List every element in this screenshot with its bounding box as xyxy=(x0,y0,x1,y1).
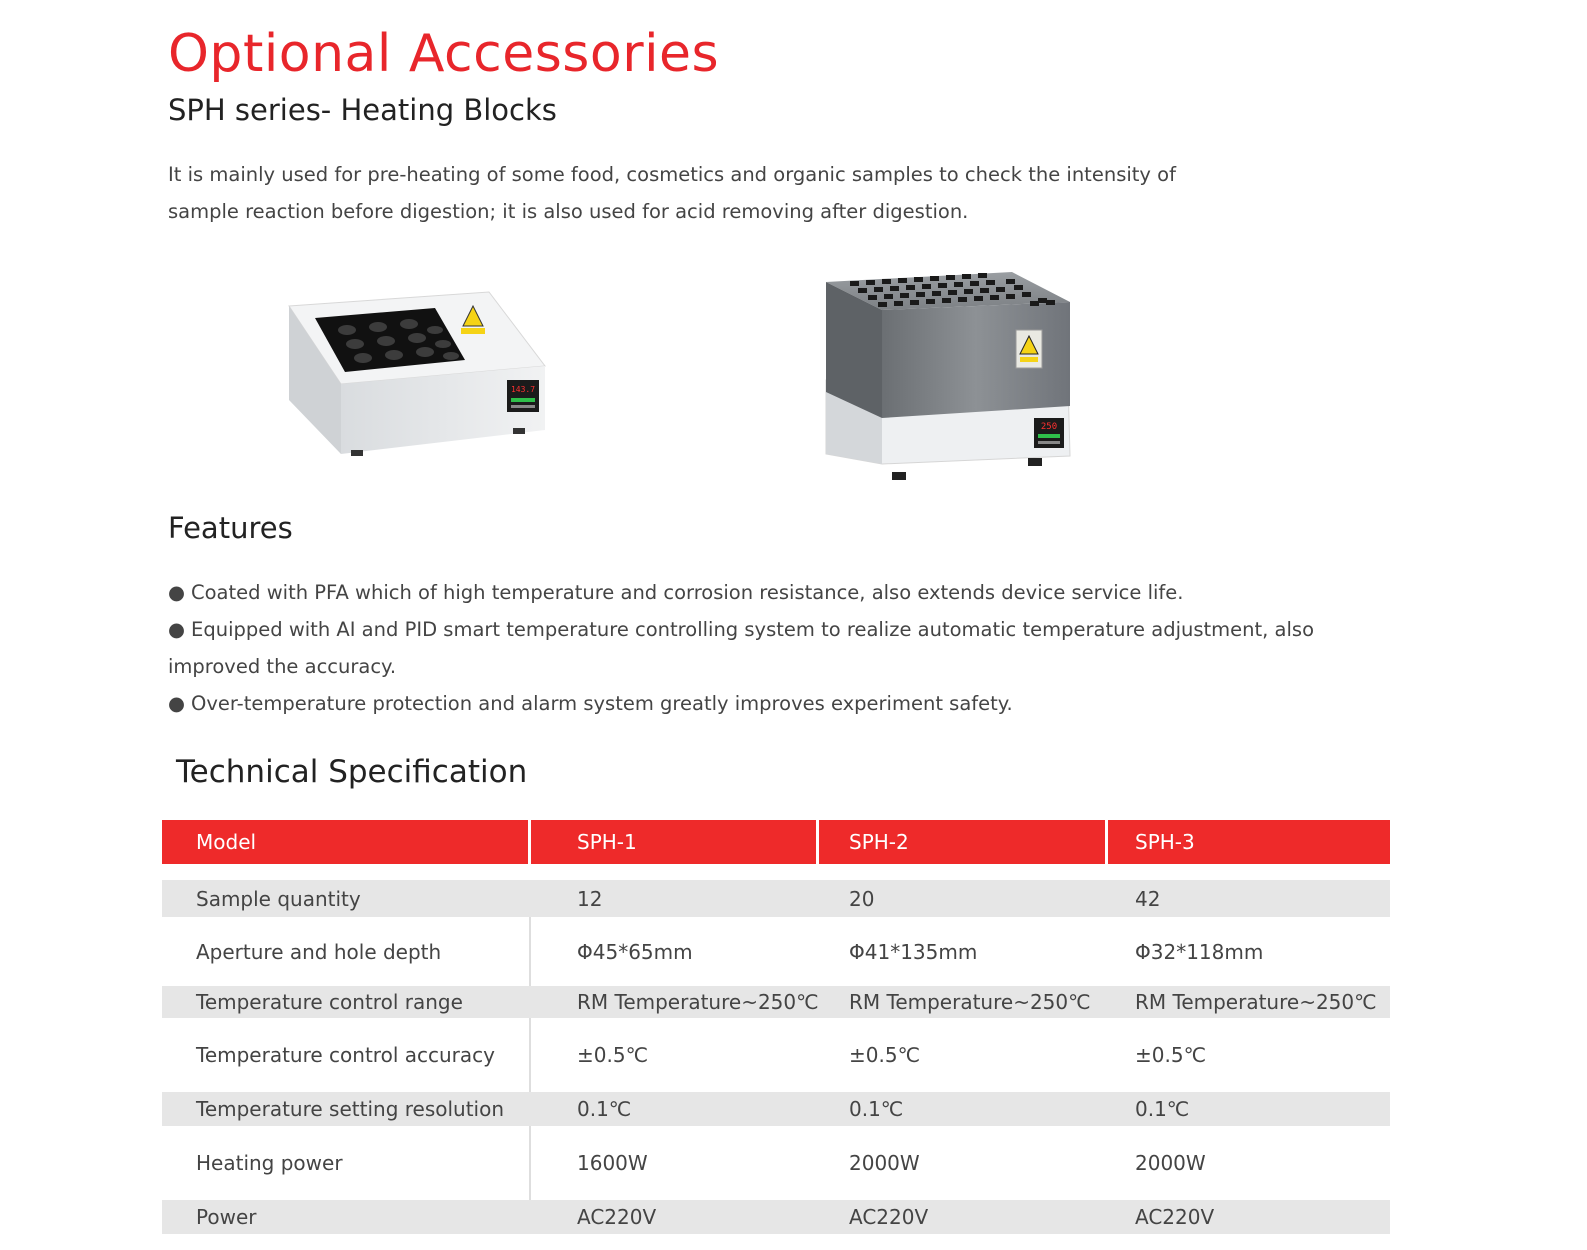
bullet-icon: ● xyxy=(168,692,186,715)
table-cell: Φ45*65mm xyxy=(577,939,693,964)
spec-table xyxy=(162,820,1390,1234)
table-cell: Φ32*118mm xyxy=(1135,939,1264,964)
table-cell: 12 xyxy=(577,886,603,911)
row-label: Power xyxy=(196,1205,257,1229)
heating-block-small-image xyxy=(285,288,550,460)
table-row xyxy=(162,880,1390,917)
intro-paragraph: It is mainly used for pre-heating of some food, cosmetics and organic samples to check the intensity of sample reaction before digestion; it is also used for acid removing after digestion. xyxy=(168,163,1176,223)
table-cell: AC220V xyxy=(1135,1205,1215,1229)
row-label: Temperature control range xyxy=(196,990,463,1014)
page-title: Optional Accessories xyxy=(168,24,720,84)
table-row xyxy=(162,1092,1390,1126)
table-cell: 2000W xyxy=(849,1151,920,1175)
header-cell: SPH-2 xyxy=(819,820,1108,864)
row-label: Temperature control accuracy xyxy=(162,1018,531,1092)
table-cell: ±0.5℃ xyxy=(1135,1043,1207,1067)
heating-block-large-image xyxy=(822,268,1074,484)
feature-text: Equipped with AI and PID smart temperature controlling system to realize automatic temperature adjustment, also improved the accuracy. xyxy=(168,618,1314,678)
table-spacer xyxy=(162,864,1390,880)
list-item xyxy=(168,574,1398,611)
table-cell: RM Temperature~250℃ xyxy=(849,990,1091,1014)
table-cell: AC220V xyxy=(577,1205,657,1229)
page-subtitle: SPH series- Heating Blocks xyxy=(168,93,557,127)
table-cell: 1600W xyxy=(577,1151,648,1175)
row-label: Temperature setting resolution xyxy=(196,1097,505,1121)
features-list xyxy=(168,574,1398,722)
bullet-icon: ● xyxy=(168,618,186,641)
table-row xyxy=(162,1200,1390,1234)
header-cell: SPH-1 xyxy=(531,820,819,864)
list-item xyxy=(168,685,1398,722)
table-cell: 0.1℃ xyxy=(1135,1097,1190,1121)
table-cell: 0.1℃ xyxy=(849,1097,904,1121)
features-heading: Features xyxy=(168,511,293,545)
row-label: Aperture and hole depth xyxy=(162,917,531,986)
bullet-icon: ● xyxy=(168,581,186,604)
table-cell: RM Temperature~250℃ xyxy=(577,990,819,1014)
header-cell: SPH-3 xyxy=(1135,830,1195,854)
large-controller-display: 250 xyxy=(1040,422,1058,432)
list-item xyxy=(168,611,1398,685)
feature-text: Over-temperature protection and alarm system greatly improves experiment safety. xyxy=(191,692,1013,715)
table-cell: 0.1℃ xyxy=(577,1097,632,1121)
row-label: Heating power xyxy=(162,1126,531,1200)
small-controller-display: 143.7 xyxy=(510,385,536,394)
table-cell: RM Temperature~250℃ xyxy=(1135,990,1377,1014)
table-row xyxy=(162,1126,1390,1200)
table-header-row xyxy=(162,820,1390,864)
header-cell: Model xyxy=(162,820,531,864)
table-cell: Φ41*135mm xyxy=(849,939,978,964)
table-row xyxy=(162,1018,1390,1092)
table-cell: 42 xyxy=(1135,886,1161,911)
table-cell: AC220V xyxy=(849,1205,929,1229)
table-row xyxy=(162,917,1390,986)
table-cell: ±0.5℃ xyxy=(849,1043,921,1067)
table-cell: ±0.5℃ xyxy=(577,1043,649,1067)
table-cell: 2000W xyxy=(1135,1151,1206,1175)
spec-heading: Technical Specification xyxy=(176,754,528,790)
table-row xyxy=(162,986,1390,1018)
table-cell: 20 xyxy=(849,886,875,911)
feature-text: Coated with PFA which of high temperature and corrosion resistance, also extends device service life. xyxy=(191,581,1184,604)
row-label: Sample quantity xyxy=(196,886,361,911)
